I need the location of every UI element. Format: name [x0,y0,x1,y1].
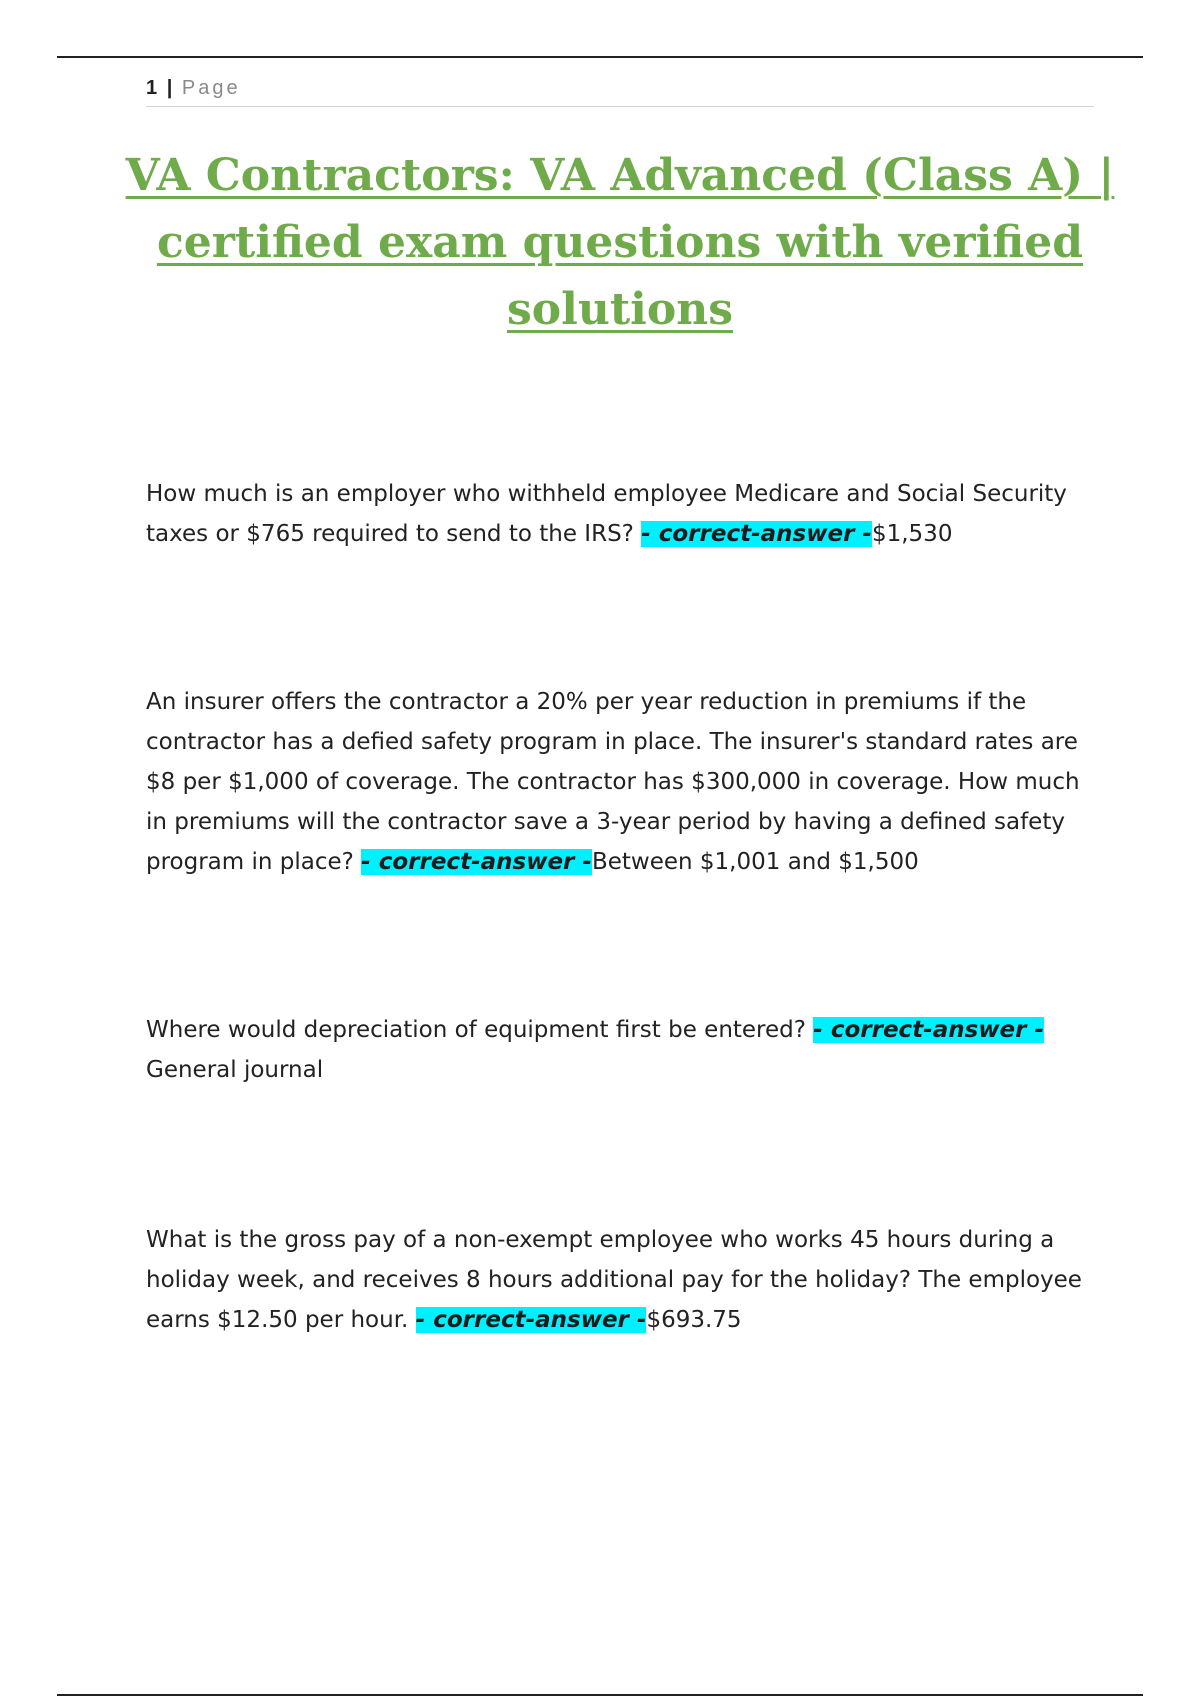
bottom-border-line [57,1694,1143,1696]
page-label: Page [181,77,241,99]
correct-answer-marker: - correct-answer - [415,1307,647,1333]
question-text: How much is an employer who withheld employee Medicare and Social Security taxes or $765 required to send to the IRS? [146,481,1067,547]
answer-text: Between $1,001 and $1,500 [591,849,919,875]
answer-text: $1,530 [871,521,953,547]
question-block [146,474,1096,554]
correct-answer-marker: - correct-answer - [813,1017,1045,1043]
question-block [146,1220,1096,1340]
answer-text: $693.75 [646,1307,742,1333]
document-title: VA Contractors: VA Advanced (Class A) | certified exam questions with verified solutions [125,150,1115,335]
page-header [146,74,1094,107]
correct-answer-marker: - correct-answer - [361,849,592,875]
page-separator: | [166,77,173,99]
top-border-line [57,56,1143,58]
question-text: Where would depreciation of equipment first be entered? [146,1017,814,1043]
question-block [146,1010,1096,1090]
page-number: 1 [146,77,158,99]
question-text: What is the gross pay of a non-exempt employee who works 45 hours during a holiday week, and receives 8 hours additional pay for the holiday? The employee earns $12.50 per hour. [146,1227,1082,1333]
answer-text: General journal [146,1057,324,1083]
question-block [146,682,1096,882]
question-text: An insurer offers the contractor a 20% per year reduction in premiums if the contractor has a defied safety program in place. The insurer's standard rates are $8 per $1,000 of coverage. The contractor has $300,000 in coverage. How much in premiums will the contractor save a 3-year period by having a defined safety program in place? [146,689,1080,875]
correct-answer-marker: - correct-answer - [641,521,872,547]
